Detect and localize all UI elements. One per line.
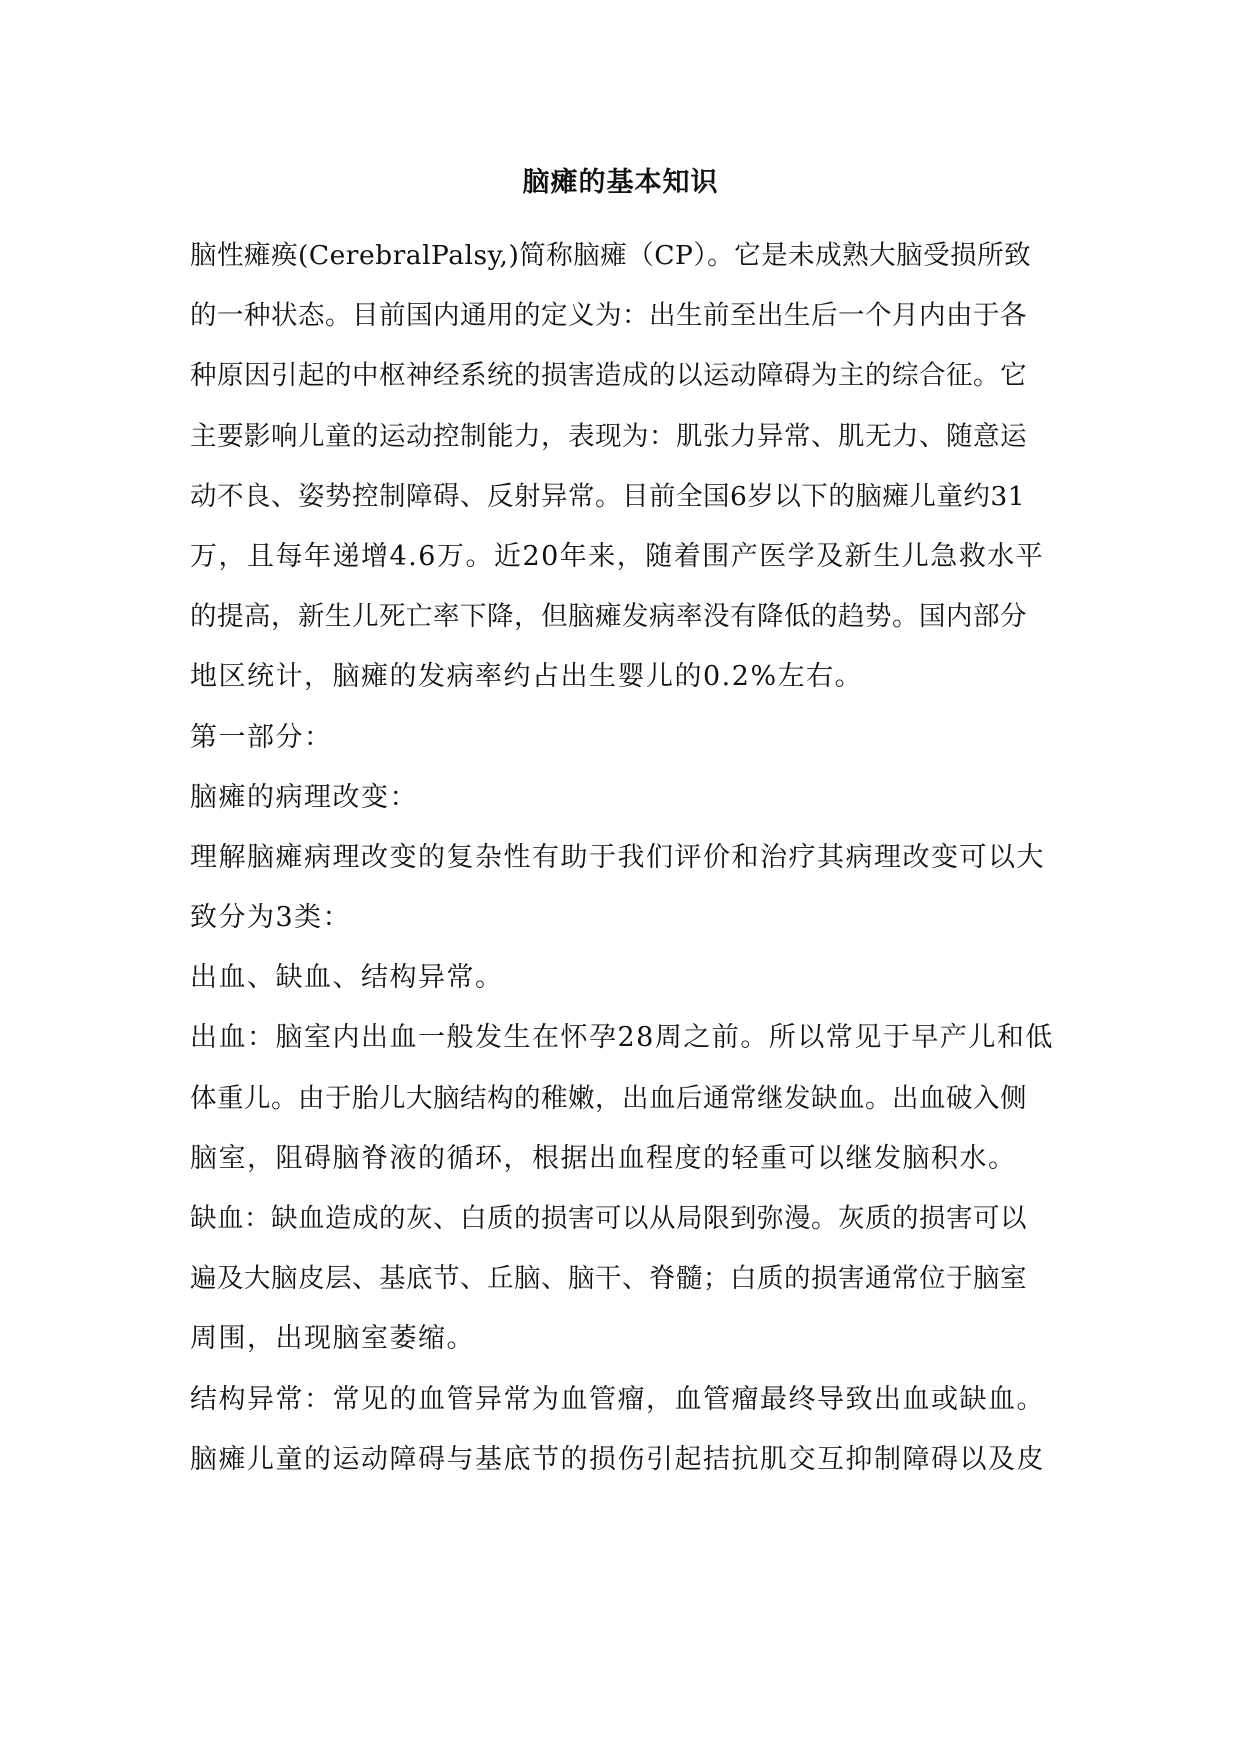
- text-line: 理解脑瘫病理改变的复杂性有助于我们评价和治疗其病理改变可以大: [190, 841, 1045, 873]
- text-line: 脑瘫的病理改变：: [190, 781, 418, 813]
- text-line: 脑室，阻碍脑脊液的循环，根据出血程度的轻重可以继发脑积水。: [190, 1142, 1017, 1174]
- text-line: 出血、缺血、结构异常。: [190, 962, 504, 994]
- text-line: 动不良、姿势控制障碍、反射异常。目前全国6岁以下的脑瘫儿童约31: [190, 480, 1026, 512]
- text-line: 体重儿。由于胎儿大脑结构的稚嫩，出血后通常继发缺血。出血破入侧: [190, 1082, 1027, 1114]
- document-body: [190, 226, 1070, 1490]
- text-line: 地区统计，脑瘫的发病率约占出生婴儿的0.2%左右。: [190, 661, 864, 693]
- text-line: 缺血：缺血造成的灰、白质的损害可以从局限到弥漫。灰质的损害可以: [190, 1203, 1027, 1234]
- text-line: 周围，出现脑室萎缩。: [190, 1323, 475, 1355]
- text-line: 脑瘫儿童的运动障碍与基底节的损伤引起拮抗肌交互抑制障碍以及皮: [190, 1443, 1045, 1475]
- text-line: 脑性瘫痪(CerebralPalsy,)简称脑瘫（CP）。它是未成熟大脑受损所致: [190, 240, 1032, 271]
- text-line: 遍及大脑皮层、基底节、丘脑、脑干、脊髓；白质的损害通常位于脑室: [190, 1263, 1027, 1295]
- text-line: 的一种状态。目前国内通用的定义为：出生前至出生后一个月内由于各: [190, 300, 1027, 332]
- document-title: 脑瘫的基本知识: [522, 167, 719, 198]
- text-line: 种原因引起的中枢神经系统的损害造成的以运动障碍为主的综合征。它: [190, 360, 1027, 392]
- text-line: 致分为3类：: [190, 902, 352, 934]
- text-line: 主要影响儿童的运动控制能力，表现为：肌张力异常、肌无力、随意运: [190, 420, 1027, 452]
- text-line: 第一部分：: [190, 721, 333, 753]
- text-line: 出血：脑室内出血一般发生在怀孕28周之前。所以常见于早产儿和低: [190, 1022, 1054, 1054]
- text-line: 的提高，新生儿死亡率下降，但脑瘫发病率没有降低的趋势。国内部分: [190, 601, 1027, 633]
- text-line: 万，且每年递增4.6万。近20年来，随着围产医学及新生儿急救水平: [190, 540, 1045, 572]
- text-line: 结构异常：常见的血管异常为血管瘤，血管瘤最终导致出血或缺血。: [190, 1383, 1045, 1415]
